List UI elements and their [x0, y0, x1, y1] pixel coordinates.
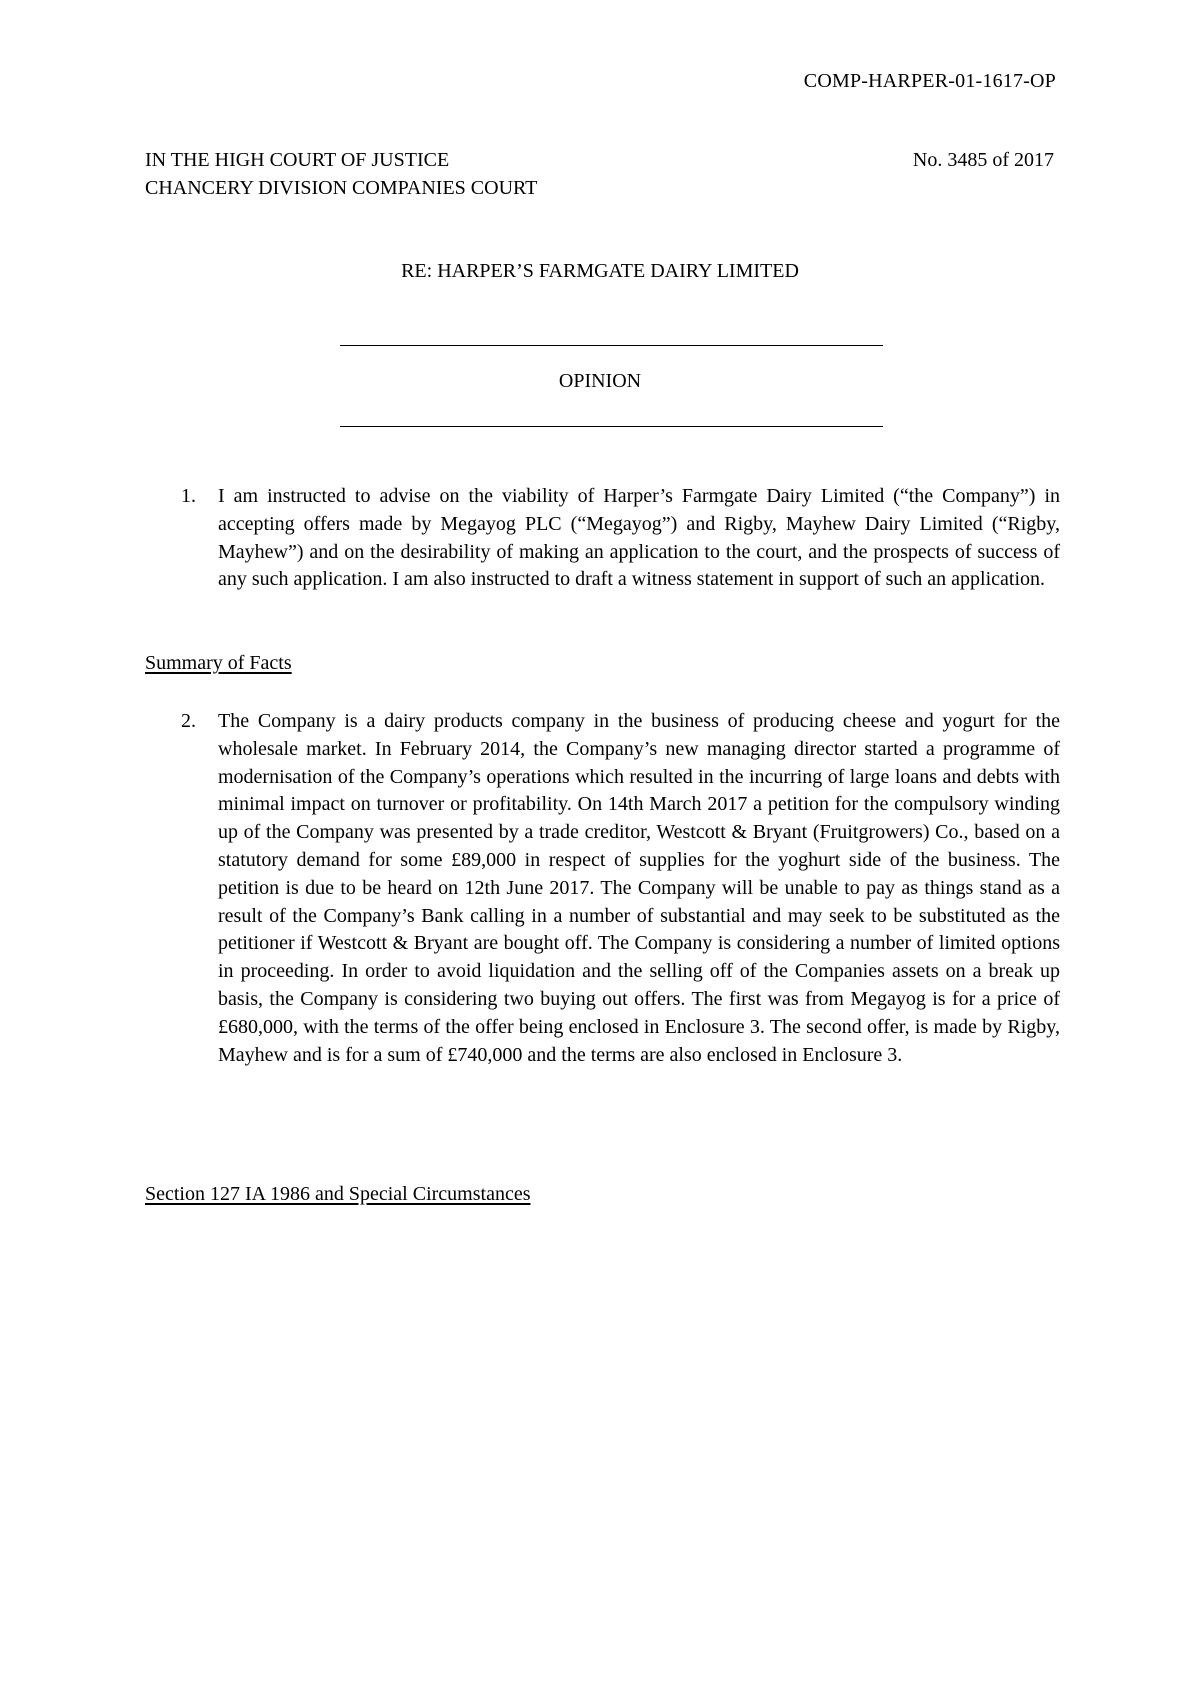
re-title: RE: HARPER’S FARMGATE DAIRY LIMITED — [401, 260, 799, 282]
court-line-2: CHANCERY DIVISION COMPANIES COURT — [145, 177, 538, 199]
paragraph-2 — [145, 708, 1060, 1069]
document-reference: COMP-HARPER-01-1617-OP — [803, 70, 1056, 92]
paragraph-text: I am instructed to advise on the viability of Harper’s Farmgate Dairy Limited (“the Company”) in accepting offers made by Megayog PLC (“Megayog”) and Rigby, Mayhew Dairy Limited (“Rigby, Mayhew”) and on the desirability of making an application to the court, and the prospects of success of any such application. I am also instructed to draft a witness statement in support of such an application. — [218, 485, 1060, 591]
paragraph-text: The Company is a dairy products company in the business of producing cheese and yogurt for the wholesale market. In February 2014, the Company’s new managing director started a programme of modernisation of the Company’s operations which resulted in the incurring of large loans and debts with minimal impact on turnover or profitability. On 14th March 2017 a petition for the compulsory winding up of the Company was presented by a trade creditor, Westcott & Bryant (Fruitgrowers) Co., based on a statutory demand for some £89,000 in respect of supplies for the yoghurt side of the business. The petition is due to be heard on 12th June 2017. The Company will be unable to pay as things stand as a result of the Company’s Bank calling in a number of substantial and may seek to be substituted as the petitioner if Westcott & Bryant are bought off. The Company is considering a number of limited options in proceeding. In order to avoid liquidation and the selling off of the Companies assets on a break up basis, the Company is considering two buying out offers. The first was from Megayog is for a price of £680,000, with the terms of the offer being enclosed in Enclosure 3. The second offer, is made by Rigby, Mayhew and is for a sum of £740,000 and the terms are also enclosed in Enclosure 3. — [218, 710, 1060, 1066]
title-rule-top — [340, 345, 883, 346]
paragraph-number: 2. — [181, 710, 196, 732]
title-rule-bottom — [340, 426, 883, 427]
heading-section-127: Section 127 IA 1986 and Special Circumstances — [145, 1183, 531, 1205]
court-heading — [145, 146, 537, 202]
paragraph-1 — [145, 483, 1060, 594]
document-title: OPINION — [558, 370, 642, 392]
paragraph-number: 1. — [181, 485, 196, 507]
heading-summary-of-facts: Summary of Facts — [145, 652, 292, 674]
court-line-1: IN THE HIGH COURT OF JUSTICE — [145, 149, 450, 171]
case-number: No. 3485 of 2017 — [912, 149, 1054, 171]
